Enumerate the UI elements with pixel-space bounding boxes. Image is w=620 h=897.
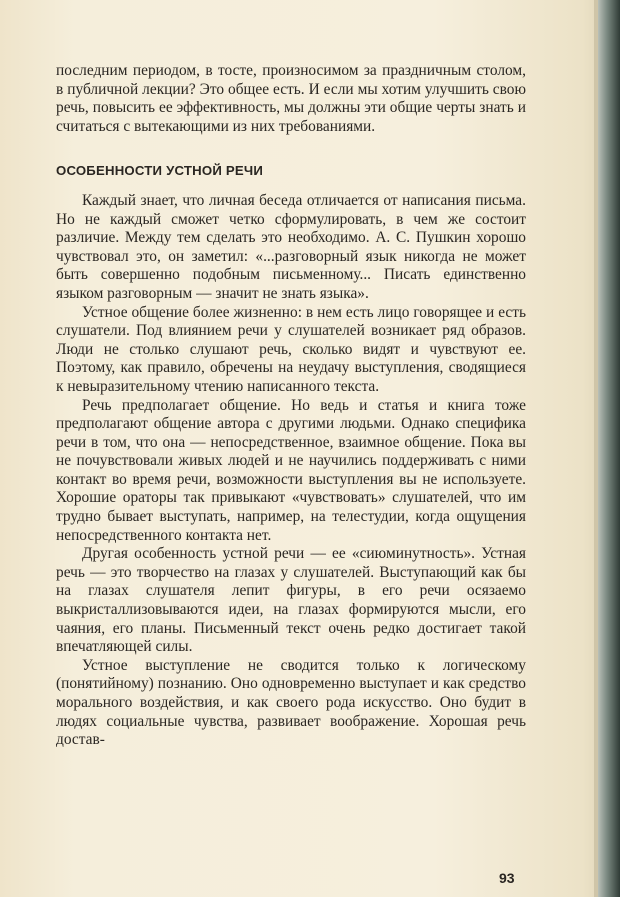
- paragraph-2: Устное общение более жизненно: в нем есть лицо говорящее и есть слушатели. Под влиянием речи у слушателей возникает ряд образов. Люди не столько слушают речь, сколько видят и чувствуют ее. Поэтому, как правило, обречены на неудачу выступления, сводящиеся к невыразительному чтению написанного текста.: [56, 303, 526, 395]
- paragraph-1: Каждый знает, что личная беседа отличается от написания письма. Но не каждый сможет четко сформулировать, в чем же состоит различие. Между тем сделать это необходимо. А. С. Пушкин хорошо чувствовал это, он заметил: «...разговорный язык никогда не может быть совершенно подобным письменному... Писать единственно языком разговорным — значит не знать языка».: [56, 191, 526, 302]
- paragraph-3: Речь предполагает общение. Но ведь и статья и книга тоже предполагают общение автора с другими людьми. Однако специфика речи в том, что она — непосредственное, взаимное общение. Пока вы не почувствовали живых людей и не научились поддерживать с ними контакт во время речи, возможности выступления вы не используете. Хорошие ораторы так привыкают «чувствовать» слушателей, что им трудно бывает выступать, например, на телестудии, когда ощущения непосредственного контакта нет.: [56, 396, 526, 544]
- intro-paragraph: последним периодом, в тосте, произносимом за праздничным столом, в публичной лекции? Это общее есть. И если мы хотим улучшить свою речь, повысить ее эффективность, мы должны эти общие черты знать и считаться с вытекающими из них требованиями.: [56, 62, 526, 135]
- paragraph-5: Устное выступление не сводится только к логическому (понятийному) познанию. Оно одновременно выступает и как средство морального воздействия, и как своего рода искусство. Оно будит в людях социальные чувства, развивает воображение. Хорошая речь достав-: [56, 656, 526, 749]
- page-number: 93: [499, 870, 515, 886]
- section-heading: ОСОБЕННОСТИ УСТНОЙ РЕЧИ: [56, 163, 263, 179]
- paragraph-4: Другая особенность устной речи — ее «сиюминутность». Устная речь — это творчество на глазах у слушателей. Выступающий как бы на глазах слушателя лепит фигуры, в его речи осязаемо выкристаллизовываются идеи, на глазах формируются мысли, его чаяния, его планы. Письменный текст очень редко достигает такой впечатляющей силы.: [56, 545, 526, 656]
- book-spine: [598, 0, 620, 897]
- page-body: [56, 62, 526, 750]
